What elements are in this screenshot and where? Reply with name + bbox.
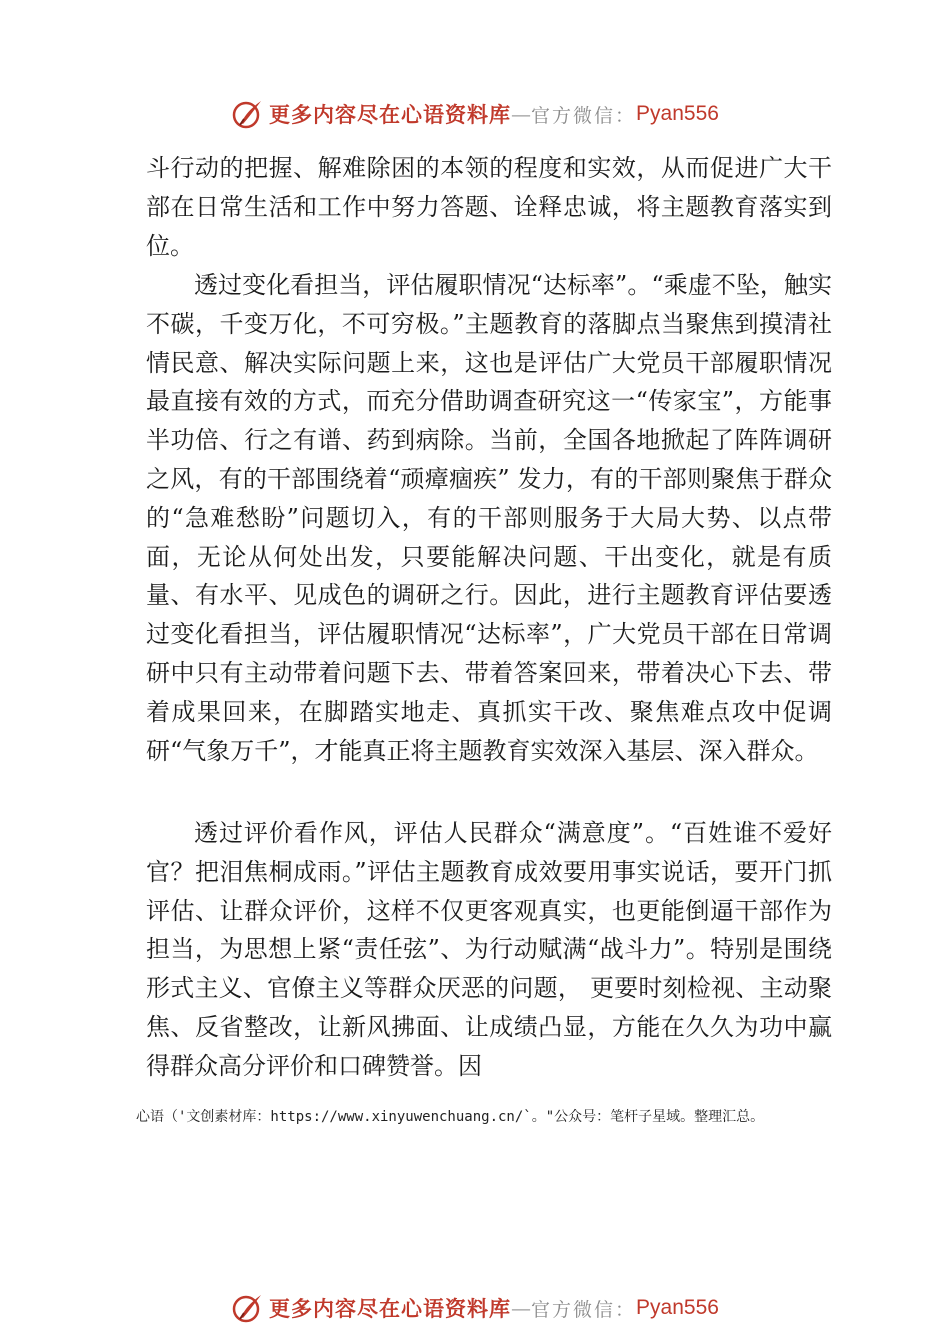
banner-brand: 更多内容尽在心语资料库 <box>269 102 512 127</box>
banner-separator: — <box>511 102 532 126</box>
source-footnote: 心语（'文创素材库：https://www.xinyuwenchuang.cn/`。"公众号：笔杆子星域。整理汇总。 <box>136 1109 765 1125</box>
body-paragraph-2: 透过变化看担当，评估履职情况“达标率”。“乘虚不坠，触实不碳，千变万化，不可穷极。”主题教育的落脚点当聚焦到摸清社情民意、解决实际问题上来，这也是评估广大党员干部履职情况最直接有效的方式，而充分借助调查研究这一“传家宝”，方能事半功倍、行之有谱、药到病除。当前，全国各地掀起了阵阵调研之风，有的干部围绕着“顽瘴痼疾” 发力，有的干部则聚焦于群众的“急难愁盼”问题切入，有的干部则服务于大局大势、以点带面，无论从何处出发，只要能解决问题、干出变化，就是有质量、有水平、见成色的调研之行。因此，进行主题教育评估要透过变化看担当，评估履职情况“达标率”，广大党员干部在日常调研中只有主动带着问题下去、带着答案回来，带着决心下去、带着成果回来，在脚踏实地走、真抓实干改、聚焦难点攻中促调研“气象万千”，才能真正将主题教育实效深入基层、深入群众。 <box>146 271 832 765</box>
body-paragraph-1: 斗行动的把握、解难除困的本领的程度和实效，从而促进广大干部在日常生活和工作中努力答题、诠释忠诚，将主题教育落实到位。 <box>146 154 832 260</box>
body-paragraph-3: 透过评价看作风，评估人民群众“满意度”。“百姓谁不爱好官？把泪焦桐成雨。”评估主题教育成效要用事实说话，要开门抓评估、让群众评价，这样不仅更客观真实，也更能倒逼干部作为担当，为思想上紧“责任弦”、为行动赋满“战斗力”。特别是围绕形式主义、官僚主义等群众厌恶的问题， 更要时刻检视、主动聚焦、反省整改，让新风拂面、让成绩凸显，方能在久久为功中赢得群众高分评价和口碑赞誉。因 <box>146 819 832 1080</box>
banner-wechat-id: Pyan556 <box>636 102 719 125</box>
banner-wechat-label: 官方微信： <box>531 1298 637 1321</box>
banner-separator: — <box>511 1296 532 1320</box>
header-banner <box>0 94 950 134</box>
footer-banner <box>0 1288 950 1328</box>
quill-logo-icon <box>231 1291 265 1325</box>
banner-wechat-label: 官方微信： <box>531 104 637 127</box>
banner-wechat-id: Pyan556 <box>636 1296 719 1319</box>
quill-logo-icon <box>231 97 265 131</box>
banner-brand: 更多内容尽在心语资料库 <box>269 1296 512 1321</box>
